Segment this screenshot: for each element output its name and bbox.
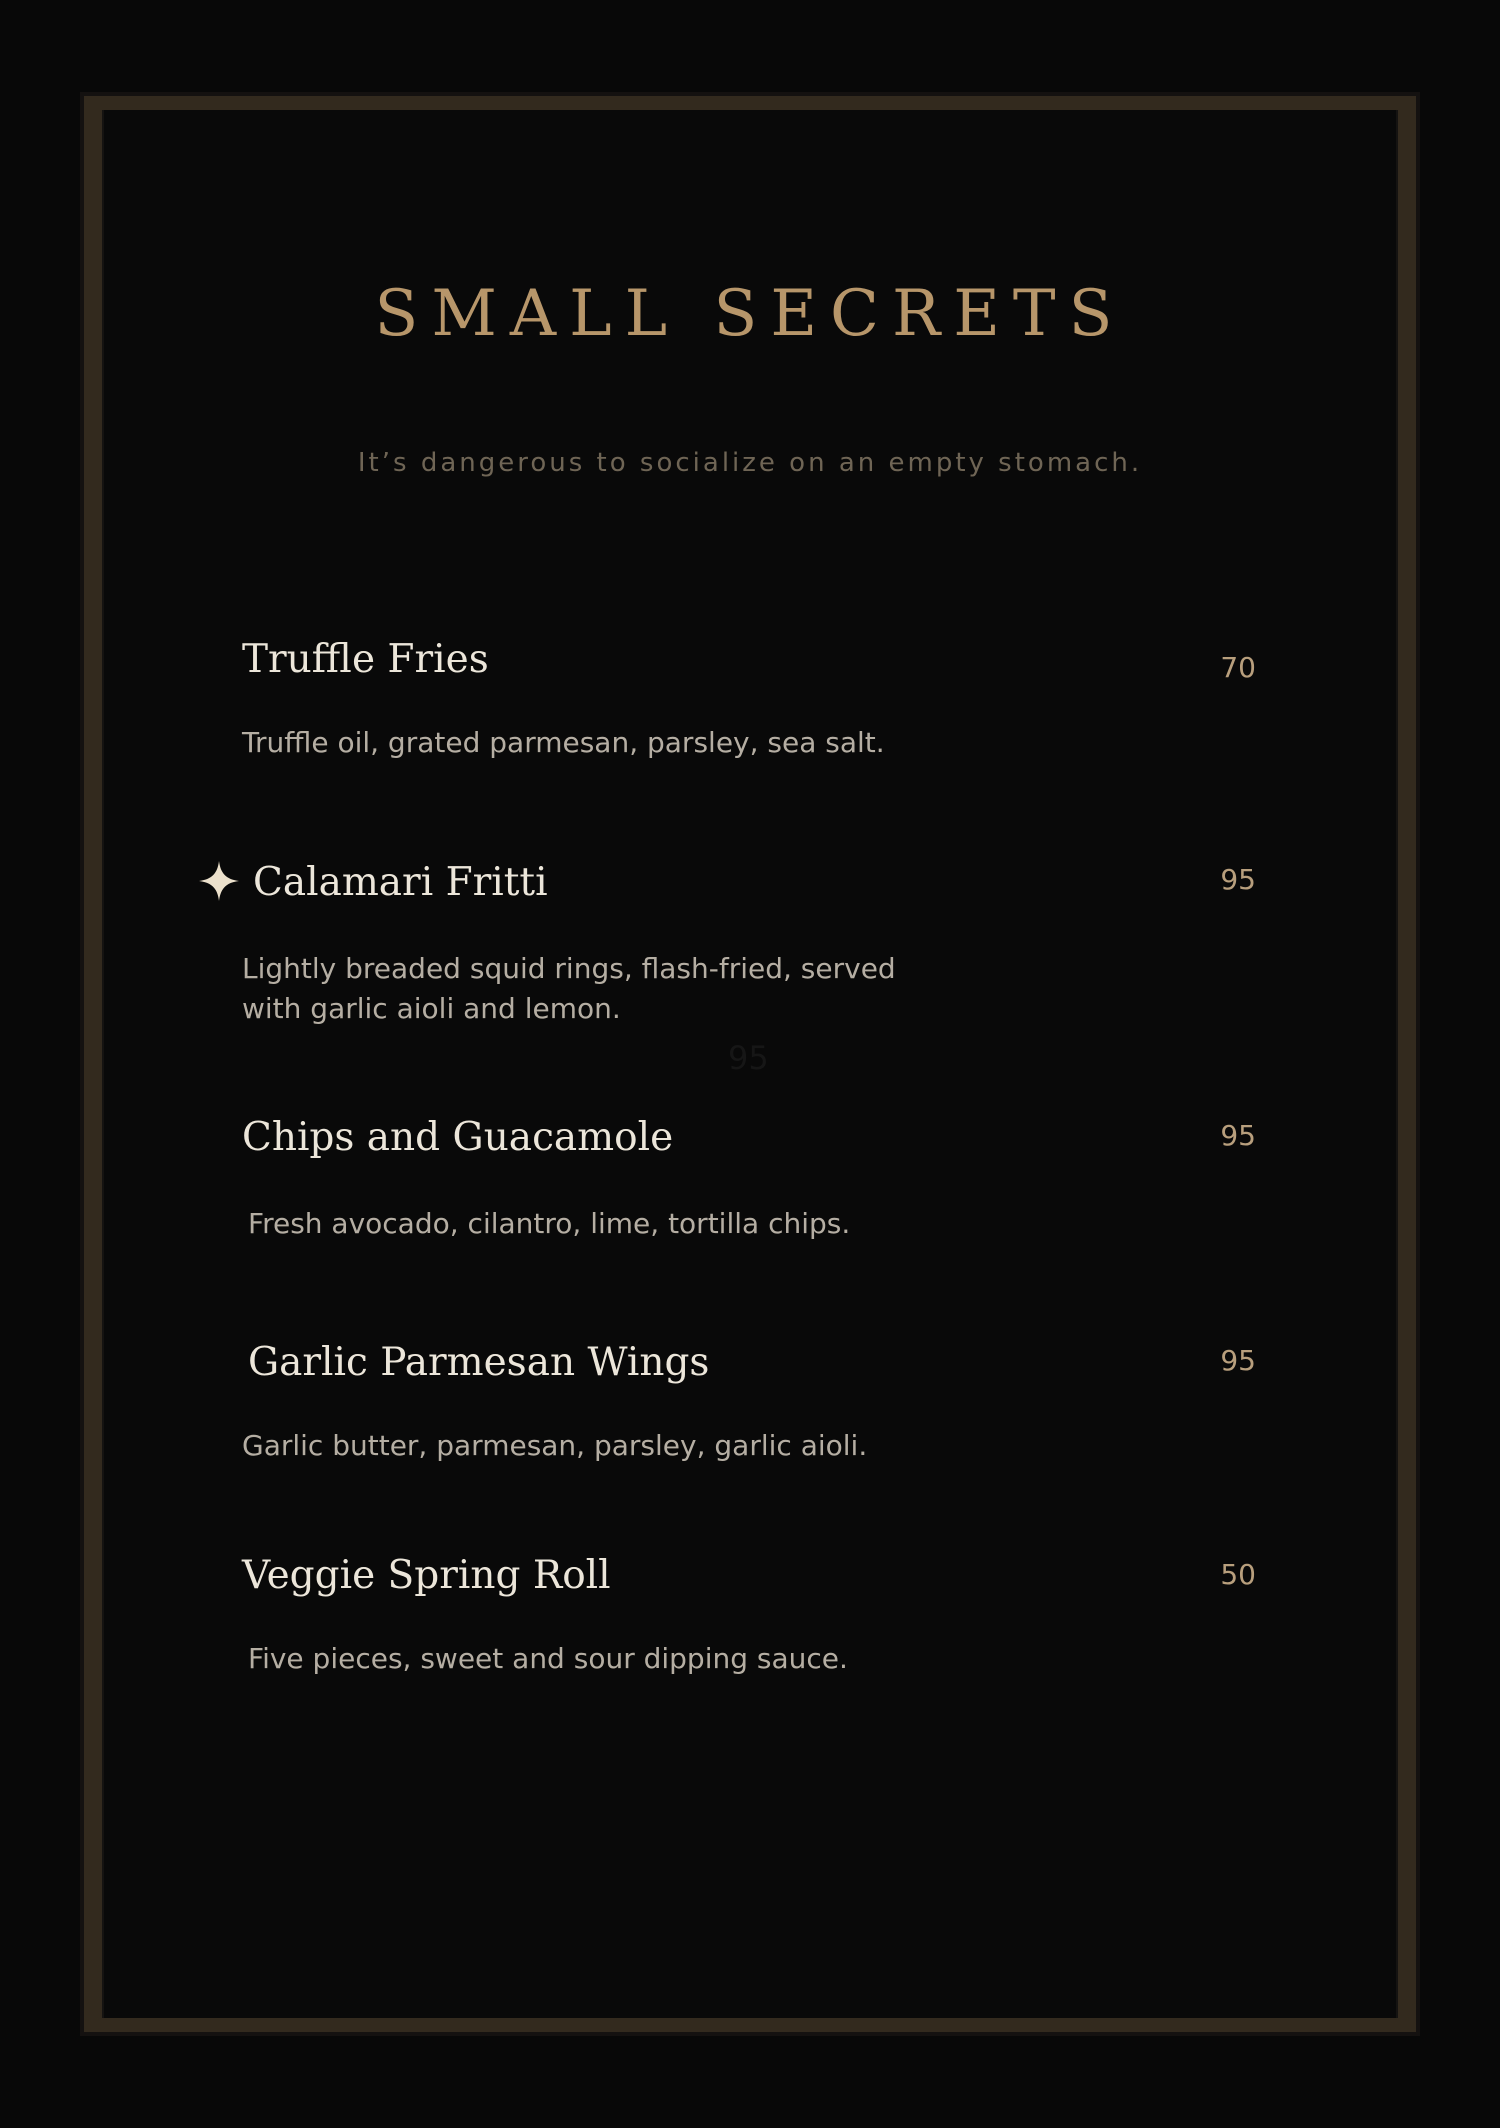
- menu-item-name: Truffle Fries: [242, 637, 489, 682]
- menu-item-description: Garlic butter, parmesan, parsley, garlic aioli.: [242, 1429, 868, 1462]
- menu-title: SMALL SECRETS: [374, 277, 1126, 351]
- faint-price-mark: 95: [728, 1039, 769, 1077]
- menu-item-description: Truffle oil, grated parmesan, parsley, sea salt.: [242, 726, 885, 759]
- menu-item-description: Five pieces, sweet and sour dipping sauce.: [248, 1642, 848, 1675]
- menu-item-price: 95: [1220, 1119, 1256, 1152]
- sparkle-icon: [198, 860, 240, 902]
- menu-item-description: Fresh avocado, cilantro, lime, tortilla chips.: [248, 1207, 851, 1240]
- menu-item-price: 50: [1220, 1558, 1256, 1591]
- menu-item-name: Veggie Spring Roll: [242, 1553, 611, 1598]
- menu-item-price: 70: [1220, 651, 1256, 684]
- menu-item-name: Chips and Guacamole: [242, 1115, 674, 1160]
- menu-item-name: Calamari Fritti: [253, 860, 548, 905]
- menu-item-price: 95: [1220, 1344, 1256, 1377]
- menu-tagline: It’s dangerous to socialize on an empty stomach.: [357, 448, 1143, 478]
- menu-item-price: 95: [1220, 863, 1256, 896]
- menu-item-description: Lightly breaded squid rings, flash-fried, served with garlic aioli and lemon.: [242, 952, 896, 1025]
- menu-item-name: Garlic Parmesan Wings: [248, 1340, 710, 1385]
